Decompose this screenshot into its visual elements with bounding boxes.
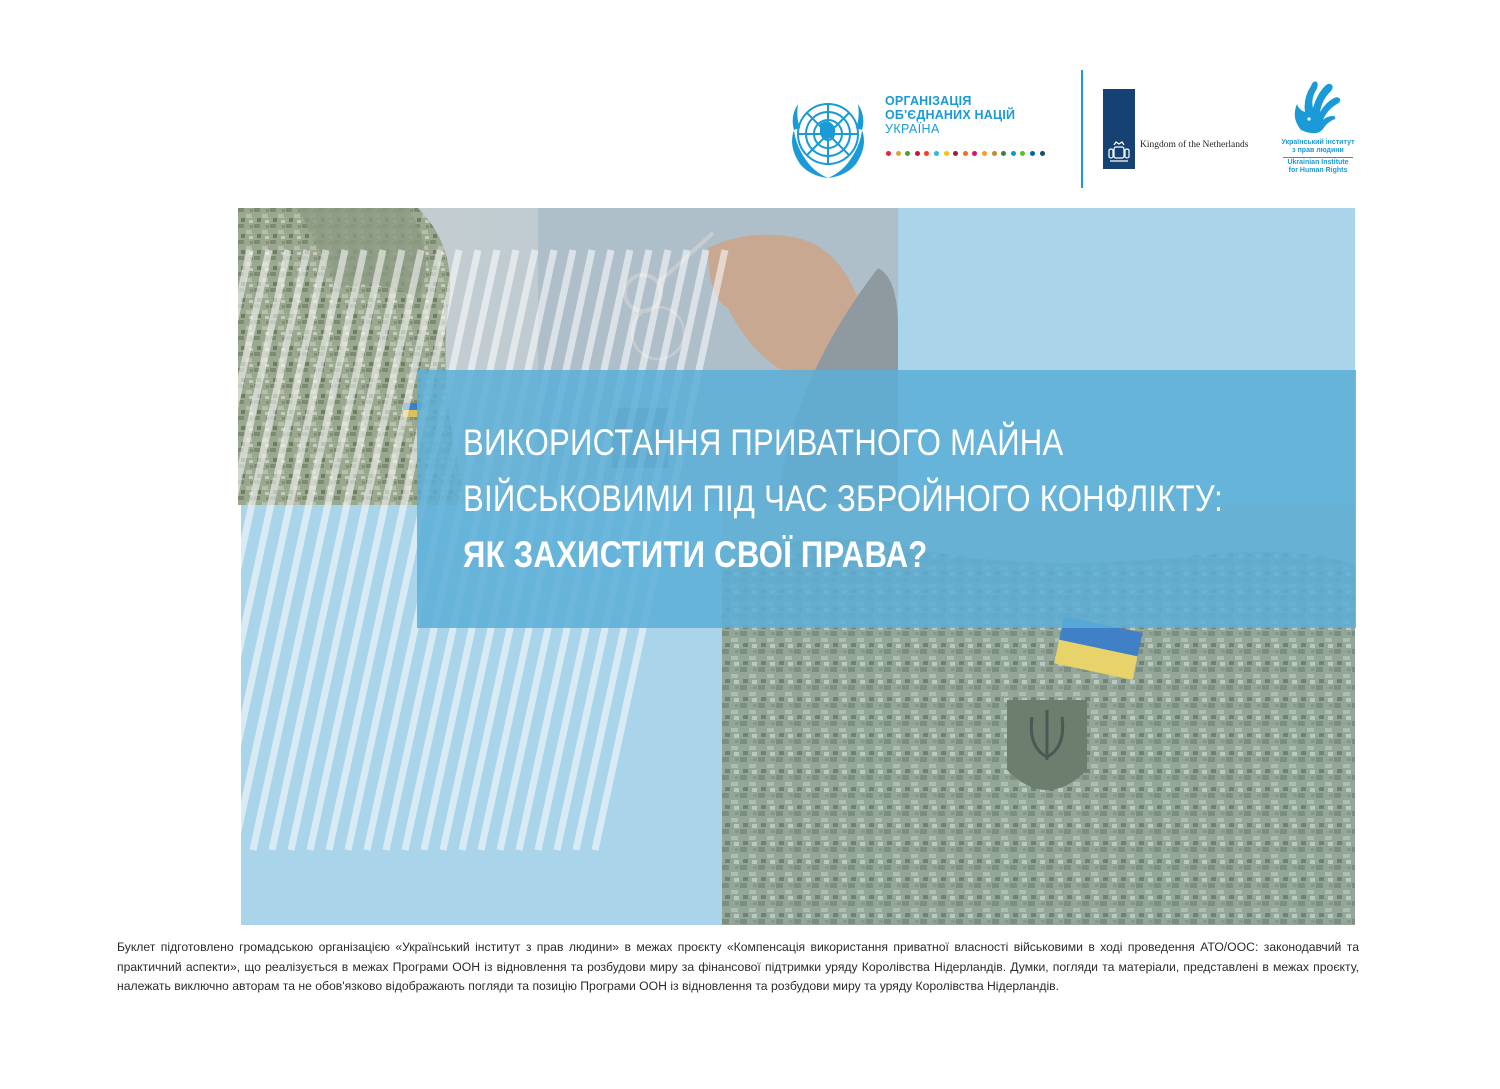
stripe: [234, 250, 364, 850]
title-line1: ВИКОРИСТАННЯ ПРИВАТНОГО МАЙНА: [463, 422, 1064, 463]
stripe: [158, 250, 288, 850]
stripe: [139, 250, 269, 850]
title-subtitle: ЯК ЗАХИСТИТИ СВОЇ ПРАВА?: [463, 534, 928, 575]
stripe: [120, 250, 250, 850]
booklet-title: [463, 415, 1223, 583]
stripe: [215, 250, 345, 850]
footer-disclaimer: Буклет підготовлено громадською організацією «Український інститут з прав людини» в межах проєкту «Компенсація використання приватної власності військовими в ході проведення АТО/ООС: законодавчий та практичний аспекти», що реалізується в межах Програми ООН із відновлення та розбудови миру за фінансової підтримки уряду Королівства Нідерландів. Думки, погляди та матеріали, представлені в межах проєкту, належать виключно авторам та не обов'язково відображають погляди та позицію Програми ООН із відновлення та розбудови миру та уряду Королівства Нідерландів.: [117, 940, 1359, 993]
uihr-line2: з прав людини: [1292, 147, 1344, 155]
title-line2: ВІЙСЬКОВИМИ ПІД ЧАС ЗБРОЙНОГО КОНФЛІКТУ:: [463, 478, 1224, 519]
stripe: [253, 250, 383, 850]
stripe: [196, 250, 326, 850]
stripe: [272, 250, 402, 850]
un-name-line2: ОБ'ЄДНАНИХ НАЦІЙ: [885, 108, 1016, 122]
un-name-line3: УКРАЇНА: [885, 122, 940, 136]
uihr-line3: Ukrainian Institute: [1287, 158, 1349, 166]
uihr-line1: Український інститут: [1281, 139, 1355, 146]
stripe: [177, 250, 307, 850]
netherlands-label: Kingdom of the Netherlands: [1140, 140, 1249, 150]
uihr-line4: for Human Rights: [1288, 167, 1348, 175]
un-name-line1: ОРГАНІЗАЦІЯ: [885, 94, 972, 108]
stripe: [291, 250, 421, 850]
